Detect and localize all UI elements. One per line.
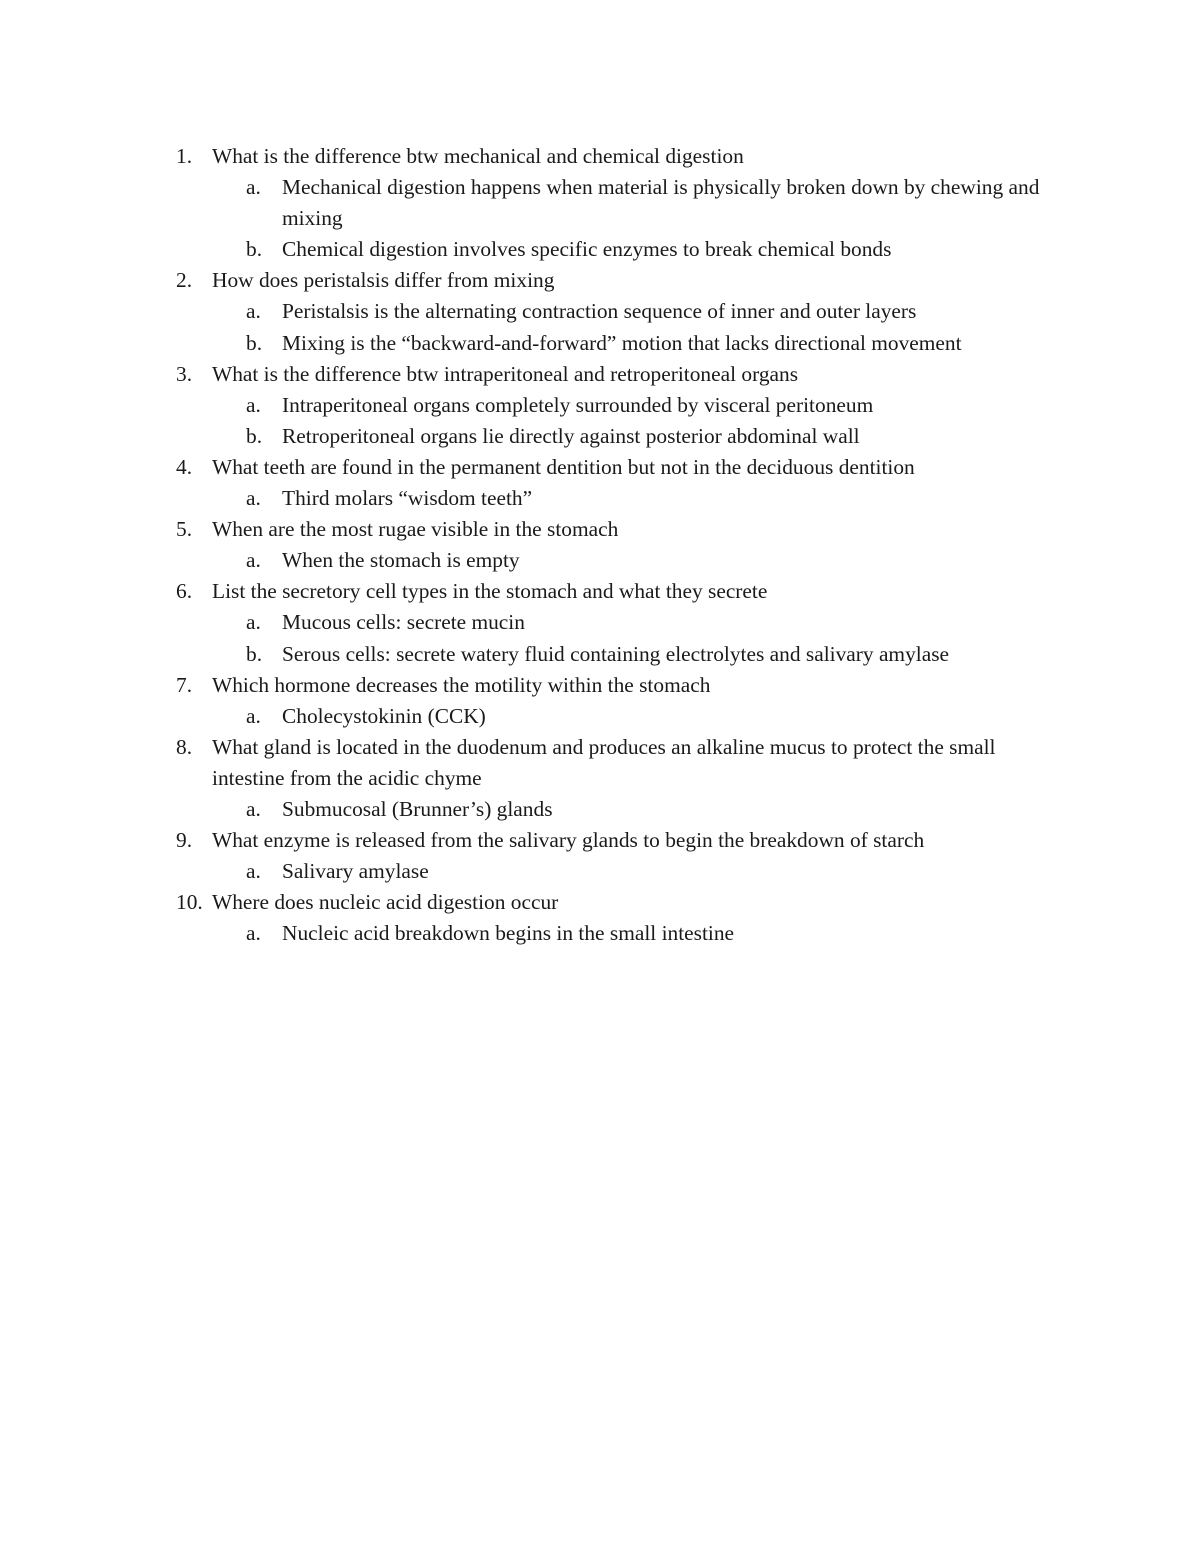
answer-letter: b. <box>246 330 263 355</box>
answer-text: Third molars “wisdom teeth” <box>282 486 533 511</box>
answer-list <box>212 607 1048 669</box>
question-number: 4. <box>176 454 193 479</box>
question-text: What enzyme is released from the salivary glands to begin the breakdown of starch <box>212 828 925 853</box>
question-text: What is the difference btw intraperitoneal and retroperitoneal organs <box>212 361 799 386</box>
answer-item <box>212 390 1048 421</box>
answer-letter: b. <box>246 423 263 448</box>
answer-text: Mechanical digestion happens when material is physically broken down by chewing and mixing <box>282 175 1040 231</box>
answer-text: Mixing is the “backward-and-forward” motion that lacks directional movement <box>282 330 962 355</box>
answer-item <box>212 234 1048 265</box>
question-text: What gland is located in the duodenum and produces an alkaline mucus to protect the small intestine from the acidic chyme <box>212 734 996 790</box>
question-item <box>168 514 1048 576</box>
answer-text: Intraperitoneal organs completely surrounded by visceral peritoneum <box>282 392 874 417</box>
answer-letter: a. <box>246 610 261 635</box>
answer-item <box>212 545 1048 576</box>
question-text: What teeth are found in the permanent dentition but not in the deciduous dentition <box>212 454 915 479</box>
answer-list <box>212 701 1048 732</box>
answer-list <box>212 390 1048 452</box>
answer-list <box>212 172 1048 265</box>
answer-item <box>212 701 1048 732</box>
answer-item <box>212 296 1048 327</box>
answer-letter: a. <box>246 299 261 324</box>
answer-letter: a. <box>246 859 261 884</box>
answer-item <box>212 421 1048 452</box>
answer-item <box>212 328 1048 359</box>
answer-letter: a. <box>246 548 261 573</box>
question-item <box>168 670 1048 732</box>
question-item <box>168 887 1048 949</box>
question-item <box>168 359 1048 452</box>
answer-text: Submucosal (Brunner’s) glands <box>282 796 553 821</box>
answer-letter: b. <box>246 641 263 666</box>
question-item <box>168 732 1048 825</box>
answer-text: Mucous cells: secrete mucin <box>282 610 525 635</box>
answer-list <box>212 794 1048 825</box>
answer-list <box>212 918 1048 949</box>
answer-item <box>212 172 1048 234</box>
answer-item <box>212 639 1048 670</box>
answer-letter: b. <box>246 237 263 262</box>
question-text: What is the difference btw mechanical and chemical digestion <box>212 144 744 168</box>
answer-item <box>212 483 1048 514</box>
answer-list <box>212 296 1048 358</box>
question-number: 9. <box>176 828 193 853</box>
answer-text: Salivary amylase <box>282 859 429 884</box>
answer-item <box>212 918 1048 949</box>
question-list <box>168 141 1048 949</box>
answer-letter: a. <box>246 392 261 417</box>
question-text: When are the most rugae visible in the stomach <box>212 517 619 542</box>
question-number: 5. <box>176 517 193 542</box>
answer-text: Chemical digestion involves specific enzymes to break chemical bonds <box>282 237 892 262</box>
question-number: 2. <box>176 268 193 293</box>
question-number: 6. <box>176 579 193 604</box>
answer-letter: a. <box>246 703 261 728</box>
question-number: 10. <box>176 890 203 915</box>
answer-list <box>212 545 1048 576</box>
answer-item <box>212 794 1048 825</box>
question-item <box>168 141 1048 265</box>
question-number: 8. <box>176 734 193 759</box>
question-text: How does peristalsis differ from mixing <box>212 268 555 293</box>
answer-list <box>212 483 1048 514</box>
question-number: 1. <box>176 144 193 168</box>
answer-text: When the stomach is empty <box>282 548 520 573</box>
question-number: 3. <box>176 361 193 386</box>
question-number: 7. <box>176 672 193 697</box>
answer-letter: a. <box>246 921 261 946</box>
answer-letter: a. <box>246 175 261 200</box>
question-item <box>168 576 1048 669</box>
answer-text: Serous cells: secrete watery fluid containing electrolytes and salivary amylase <box>282 641 950 666</box>
answer-item <box>212 856 1048 887</box>
question-item <box>168 825 1048 887</box>
answer-text: Peristalsis is the alternating contraction sequence of inner and outer layers <box>282 299 917 324</box>
question-item <box>168 265 1048 358</box>
answer-letter: a. <box>246 796 261 821</box>
answer-item <box>212 607 1048 638</box>
answer-letter: a. <box>246 486 261 511</box>
question-text: Which hormone decreases the motility within the stomach <box>212 672 711 697</box>
answer-list <box>212 856 1048 887</box>
question-text: Where does nucleic acid digestion occur <box>212 890 559 915</box>
answer-text: Nucleic acid breakdown begins in the small intestine <box>282 921 735 946</box>
question-text: List the secretory cell types in the stomach and what they secrete <box>212 579 768 604</box>
question-item <box>168 452 1048 514</box>
answer-text: Retroperitoneal organs lie directly against posterior abdominal wall <box>282 423 860 448</box>
answer-text: Cholecystokinin (CCK) <box>282 703 486 728</box>
